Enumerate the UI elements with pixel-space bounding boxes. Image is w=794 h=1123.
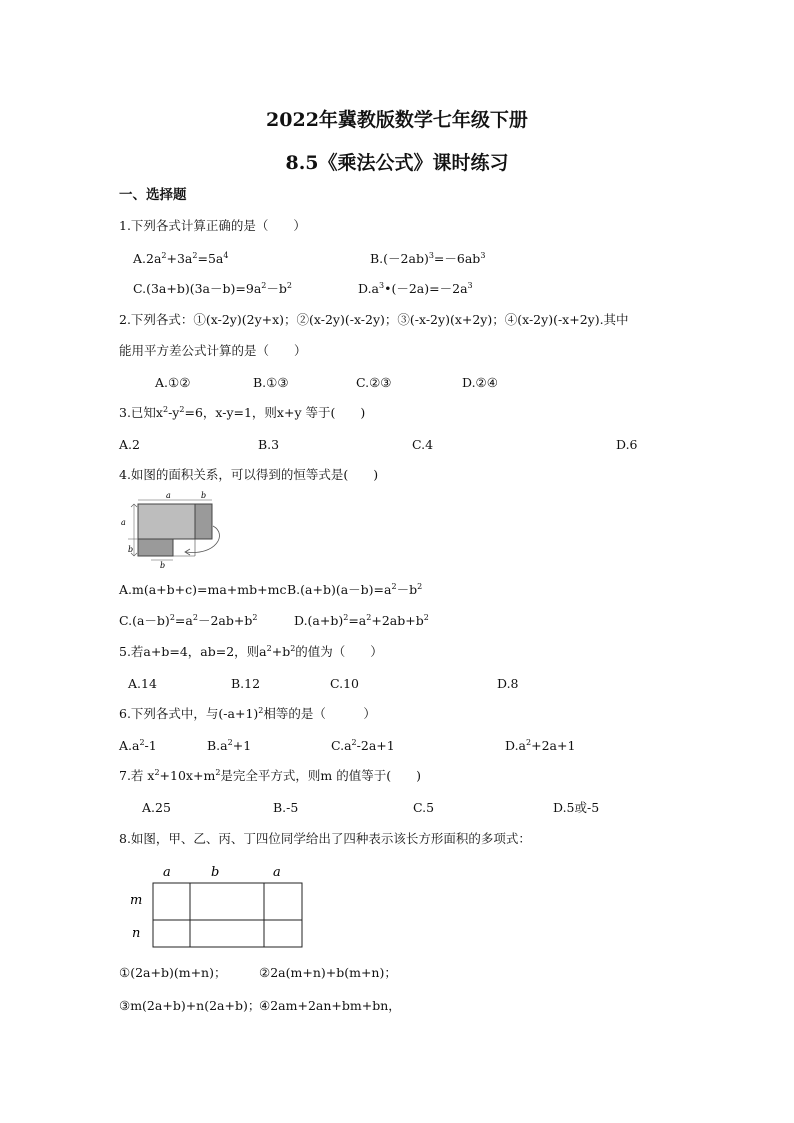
label-b-left: b (128, 545, 134, 554)
question-5-option-c: C.10 (330, 676, 359, 691)
right-strip-region (195, 504, 212, 539)
question-2-stem-line1: 2.下列各式：①(x-2y)(2y+x)；②(x-2y)(-x-2y)；③(-x-2y)(x+2y)；④(x-2y)(-x+2y).其中 (119, 312, 629, 327)
question-4-area-figure (116, 490, 236, 570)
question-8-rectangle-figure (125, 862, 315, 952)
question-3-option-c: C.4 (412, 437, 434, 452)
question-1-option-d: $D.a^3•(-2a)=-2a^3$ (358, 281, 473, 296)
page-subtitle: 8.5《乘法公式》课时练习 (285, 152, 509, 174)
label-top-a1: a (163, 865, 171, 880)
label-a-left: a (121, 518, 126, 527)
label-top-a2: a (273, 865, 281, 880)
question-2-option-d: D.②④ (462, 375, 498, 390)
question-6-option-a: $A.a^2-1$ (119, 738, 157, 753)
question-6-stem: 6.下列各式中，与$(-a+1)^2$相等的是（ ） (119, 706, 376, 721)
label-b-top: b (201, 491, 207, 500)
page-title: 2022年冀教版数学七年级下册 (266, 109, 528, 131)
question-8-expression-2: ②2a(m+n)+b(m+n)； (259, 965, 397, 980)
question-1-option-b: $B.(-2ab)^3=-6ab^3$ (370, 251, 486, 266)
question-5-option-d: D.8 (497, 676, 519, 691)
question-5-option-a: A.14 (128, 676, 157, 691)
label-a-top: a (166, 491, 171, 500)
question-7-option-a: A.25 (142, 800, 171, 815)
rectangle-outline (153, 883, 302, 947)
label-b-bottom: b (160, 561, 166, 570)
question-4-option-d: $D.(a+b)^2=a^2+2ab+b^2$ (294, 613, 429, 628)
question-2-option-c: C.②③ (356, 375, 392, 390)
question-6-option-c: $C.a^2-2a+1$ (331, 738, 395, 753)
question-8-expression-3: ③m(2a+b)+n(2a+b)； (119, 998, 261, 1013)
label-left-m: m (130, 893, 143, 908)
question-4-stem: 4.如图的面积关系，可以得到的恒等式是( ) (119, 467, 379, 482)
question-8-expression-1: ①(2a+b)(m+n)； (119, 965, 227, 980)
question-3-stem: 3.已知$x^2-y^2=6$，x-y=1，则x+y 等于( ) (119, 405, 366, 420)
question-1-option-a: $A.2a^2+3a^2=5a^4$ (133, 251, 229, 266)
question-1-stem: 1.下列各式计算正确的是（ ） (119, 218, 306, 233)
question-7-stem: 7.若 $x^2+10x+m^2$是完全平方式，则m 的值等于( ) (119, 768, 421, 783)
bottom-strip-region (138, 539, 173, 556)
question-4-option-c: $C.(a-b)^2=a^2-2ab+b^2$ (119, 613, 258, 628)
question-1-option-c: $C.(3a+b)(3a-b)=9a^2-b^2$ (133, 281, 292, 296)
question-4-option-b: $B.(a+b)(a-b)=a^2-b^2$ (287, 582, 423, 597)
question-7-option-c: C.5 (413, 800, 435, 815)
question-5-option-b: B.12 (231, 676, 261, 691)
big-square-region (138, 504, 195, 539)
question-5-stem: 5.若a+b=4，ab=2，则$a^2+b^2$的值为（ ） (119, 644, 383, 659)
question-2-stem-line2: 能用平方差公式计算的是（ ） (119, 343, 307, 358)
question-2-option-a: A.①② (155, 375, 191, 390)
question-3-option-a: A.2 (119, 437, 140, 452)
section-heading: 一、选择题 (119, 187, 187, 203)
question-6-option-b: $B.a^2+1$ (207, 738, 252, 753)
question-7-option-d: D.5或-5 (553, 800, 600, 815)
question-8-expression-4: ④2am+2an+bm+bn， (259, 998, 401, 1013)
question-2-option-b: B.①③ (253, 375, 289, 390)
label-top-b: b (211, 865, 220, 880)
question-8-stem: 8.如图，甲、乙、丙、丁四位同学给出了四种表示该长方形面积的多项式： (119, 831, 531, 846)
question-3-option-b: B.3 (258, 437, 280, 452)
question-6-option-d: $D.a^2+2a+1$ (505, 738, 576, 753)
label-left-n: n (132, 926, 141, 941)
question-7-option-b: B.-5 (273, 800, 299, 815)
question-4-option-a: A.m(a+b+c)=ma+mb+mc (119, 582, 287, 597)
question-3-option-d: D.6 (616, 437, 638, 452)
